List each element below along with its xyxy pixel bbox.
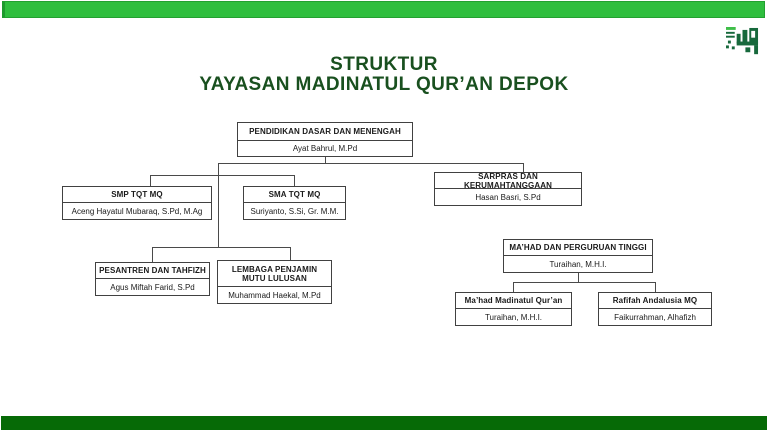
- org-node-title: Rafifah Andalusia MQ: [599, 293, 711, 309]
- org-node-mahad-pt: [503, 239, 653, 273]
- org-node-title: PENDIDIKAN DASAR DAN MENENGAH: [238, 123, 412, 141]
- org-node-title: MA’HAD DAN PERGURUAN TINGGI: [504, 240, 652, 256]
- connector-line: [290, 247, 291, 260]
- connector-line: [294, 175, 295, 186]
- org-node-mahad-mq: [455, 292, 572, 326]
- org-node-sma: [243, 186, 346, 220]
- org-node-title: SMA TQT MQ: [244, 187, 345, 203]
- org-node-person: Hasan Basri, S.Pd: [475, 192, 541, 202]
- connector-line: [655, 282, 656, 292]
- bottom-green-bar: [1, 416, 767, 430]
- org-node-person: Ayat Bahrul, M.Pd: [292, 144, 358, 153]
- org-node-person: Faikurrahman, Alhafizh: [614, 312, 696, 322]
- page-title-line2: YAYASAN MADINATUL QUR’AN DEPOK: [199, 74, 569, 95]
- org-node-title: PESANTREN DAN TAHFIZH: [96, 263, 209, 279]
- connector-line: [150, 175, 295, 176]
- quran-calligraphy-logo-icon: [726, 27, 759, 60]
- org-node-person: Aceng Hayatul Mubaraq, S.Pd, M.Ag: [71, 206, 203, 216]
- org-node-title: SMP TQT MQ: [63, 187, 211, 203]
- org-node-lembaga: [217, 260, 332, 304]
- connector-line: [152, 247, 153, 262]
- org-node-person: Suriyanto, S.Si, Gr. M.M.: [250, 206, 339, 216]
- connector-line: [325, 156, 326, 163]
- org-node-title: SARPRAS DAN KERUMAHTANGGAAN: [435, 173, 581, 189]
- connector-line: [578, 273, 579, 282]
- org-node-smp: [62, 186, 212, 220]
- top-green-bar: [2, 1, 765, 18]
- org-node-sarpras: [434, 172, 582, 206]
- connector-line: [150, 175, 151, 186]
- org-node-person: Agus Miftah Farid, S.Pd: [110, 282, 195, 292]
- page-title: [0, 55, 768, 95]
- org-node-pesantren: [95, 262, 210, 296]
- org-node-title: LEMBAGA PENJAMIN MUTU LULUSAN: [218, 261, 331, 287]
- page-title-line1: STRUKTUR: [330, 54, 438, 75]
- connector-line: [152, 247, 291, 248]
- connector-line: [513, 282, 656, 283]
- org-node-title: Ma’had Madinatul Qur’an: [456, 293, 571, 309]
- org-node-person: Muhammad Haekal, M.Pd: [228, 290, 321, 300]
- connector-line: [513, 282, 514, 292]
- connector-line: [218, 163, 524, 164]
- org-node-person: Turaihan, M.H.I.: [549, 259, 607, 269]
- org-node-person: Turaihan, M.H.I.: [484, 312, 543, 322]
- org-node-pendidikan: [237, 122, 413, 157]
- org-node-rafifah: [598, 292, 712, 326]
